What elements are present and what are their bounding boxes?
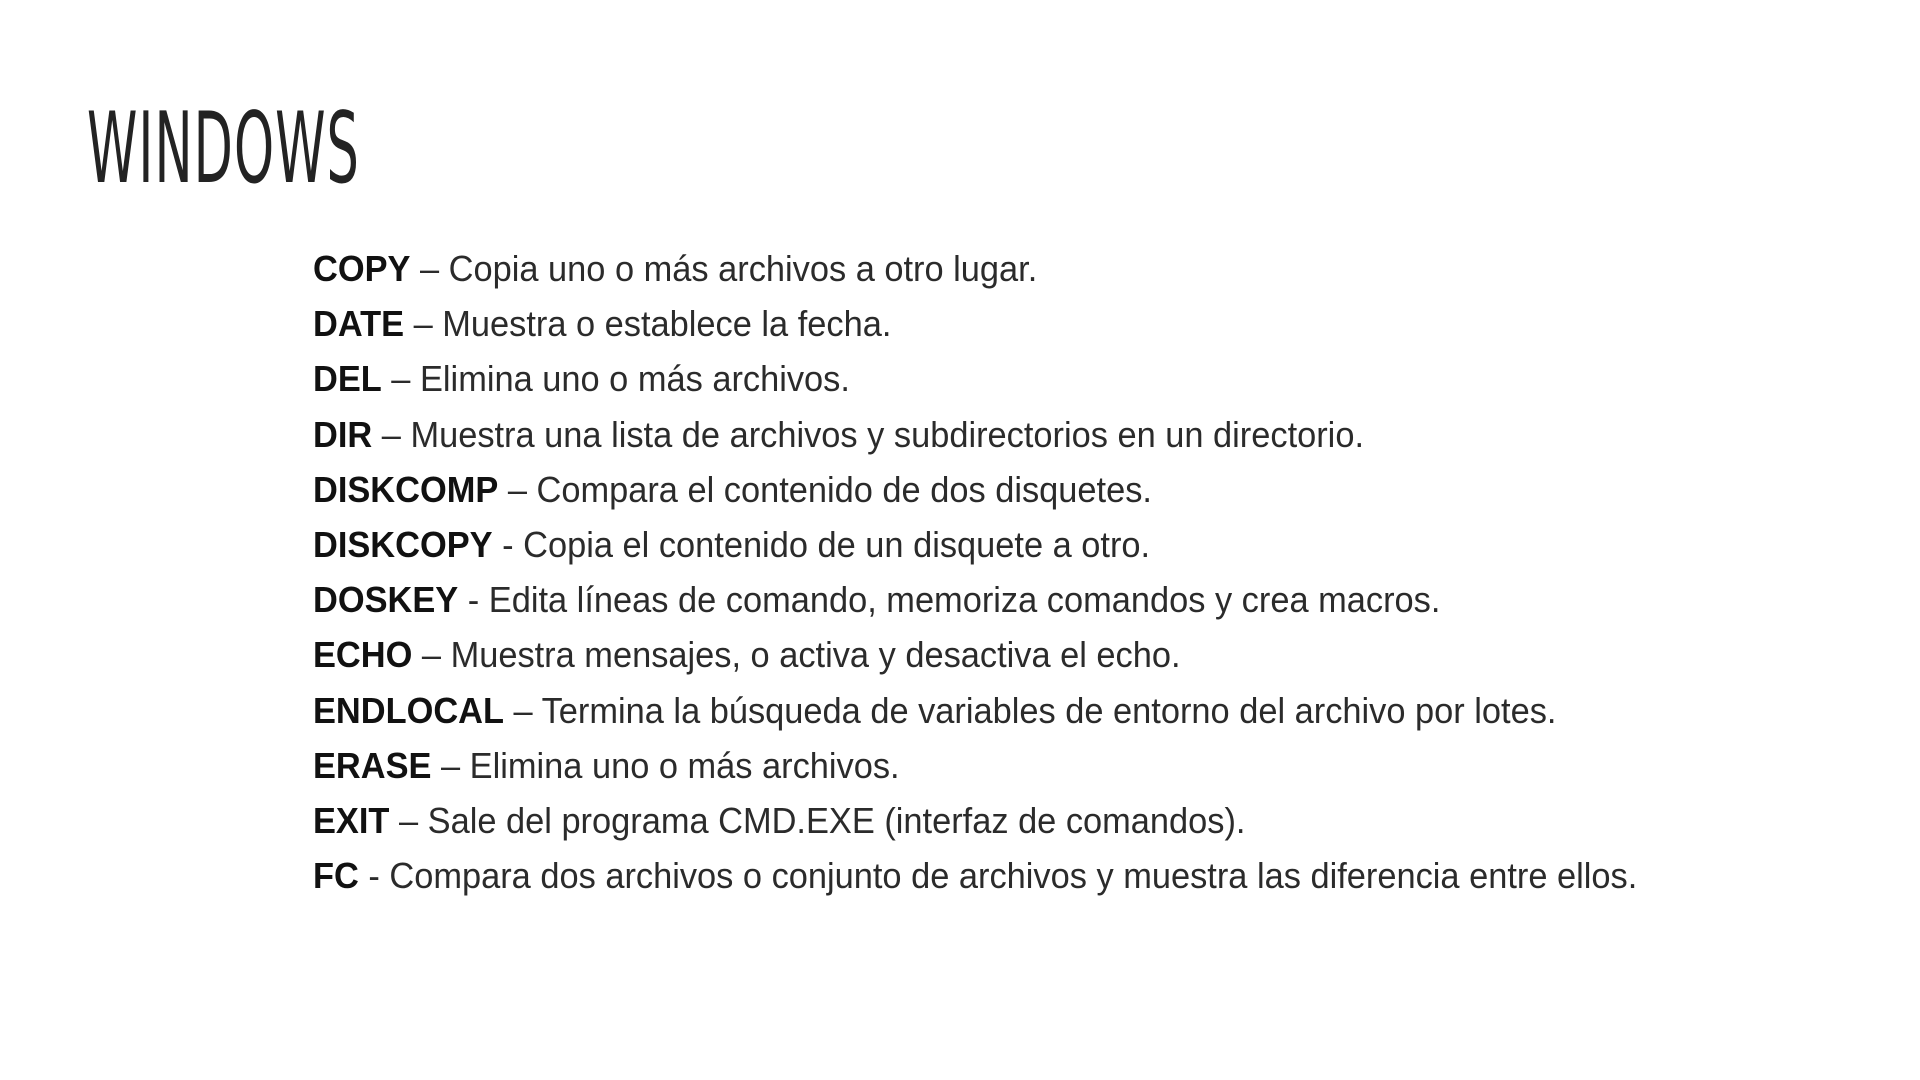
command-description: Compara el contenido de dos disquetes. (536, 468, 1152, 510)
command-name: DISKCOPY (313, 523, 493, 565)
command-name: ENDLOCAL (313, 689, 504, 731)
command-name: COPY (313, 248, 411, 289)
command-description: Muestra una lista de archivos y subdirectorios en un directorio. (410, 413, 1365, 455)
command-name: EXIT (313, 799, 390, 841)
separator: – (410, 248, 449, 289)
command-name: ECHO (313, 634, 413, 676)
command-item-copy (313, 245, 1637, 300)
command-item-fc (313, 852, 1637, 907)
command-list (313, 245, 1637, 907)
command-description: Copia el contenido de un disquete a otro. (523, 523, 1151, 565)
slide-title: WINDOWS (87, 92, 360, 206)
separator: – (389, 799, 428, 841)
separator: – (431, 744, 470, 786)
separator: – (372, 413, 411, 455)
command-item-exit (313, 797, 1637, 852)
separator: – (504, 689, 542, 731)
command-item-erase (313, 742, 1637, 797)
command-name: DISKCOMP (313, 468, 499, 510)
command-item-doskey (313, 576, 1637, 631)
command-name: DEL (313, 358, 382, 400)
command-name: ERASE (313, 744, 432, 786)
command-item-date (313, 300, 1637, 355)
separator: - (458, 579, 489, 621)
separator: - (358, 855, 390, 897)
command-description: Compara dos archivos o conjunto de archivos y muestra las diferencia entre ellos. (389, 855, 1638, 897)
command-name: DOSKEY (313, 579, 459, 621)
command-description: Sale del programa CMD.EXE (interfaz de comandos). (427, 799, 1246, 841)
command-name: DIR (313, 413, 373, 455)
command-name: DATE (313, 303, 405, 345)
command-description: Termina la búsqueda de variables de entorno del archivo por lotes. (541, 689, 1557, 731)
separator: – (381, 358, 420, 400)
command-description: Muestra o establece la fecha. (442, 303, 892, 345)
separator: – (412, 634, 451, 676)
command-item-diskcomp (313, 466, 1637, 521)
command-item-echo (313, 631, 1637, 686)
command-description: Copia uno o más archivos a otro lugar. (448, 248, 1038, 289)
command-description: Edita líneas de comando, memoriza comandos y crea macros. (488, 579, 1441, 621)
command-name: FC (313, 855, 359, 897)
command-item-endlocal (313, 687, 1637, 742)
separator: – (404, 303, 443, 345)
command-item-diskcopy (313, 521, 1637, 576)
command-description: Muestra mensajes, o activa y desactiva el echo. (450, 634, 1181, 676)
command-item-dir (313, 411, 1637, 466)
command-item-del (313, 355, 1637, 410)
command-description: Elimina uno o más archivos. (469, 744, 900, 786)
separator: – (498, 468, 537, 510)
separator: - (492, 523, 524, 565)
command-description: Elimina uno o más archivos. (419, 358, 850, 400)
